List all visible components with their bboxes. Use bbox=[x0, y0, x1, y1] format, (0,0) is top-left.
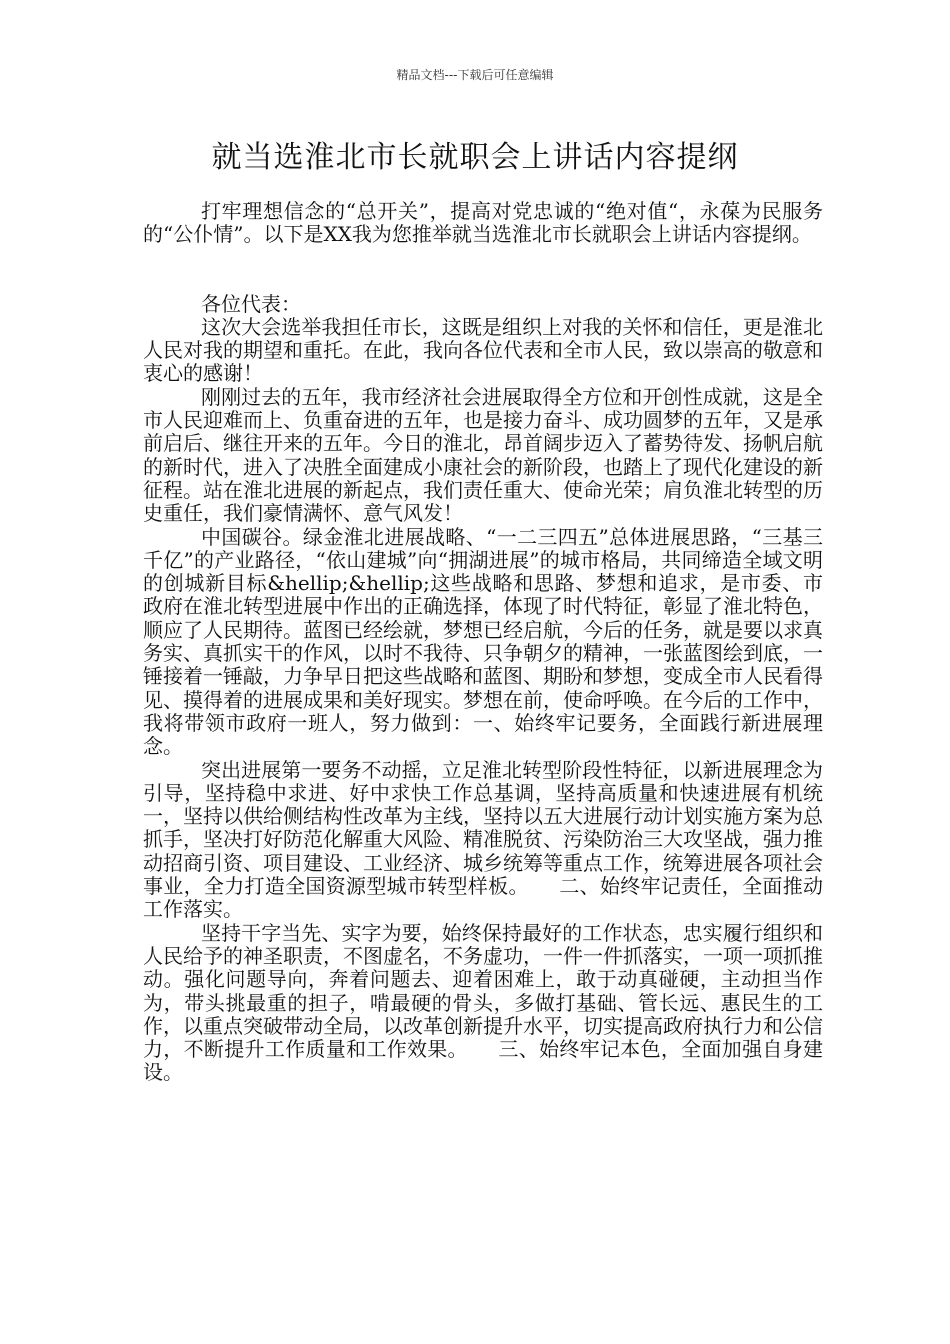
salutation: 各位代表： bbox=[201, 291, 301, 316]
body-paragraph: 中国碳谷。绿金淮北进展战略、“一二三四五”总体进展思路，“三基三千亿”的产业路径，“依山建城”向“拥湖进展”的城市格局，共同缔造全域文明的创城新目标&hellip;&hellip;这些战略和思路、梦想和追求，是市委、市政府在淮北转型进展中作出的正确选择，体现了时代特征，彰显了淮北特色，顺应了人民期待。蓝图已经绘就，梦想已经启航，今后的任务，就是要以求真务实、真抓实干的作风，以时不我待、只争朝夕的精神，一张蓝图绘到底，一锤接着一锤敲，力争早日把这些战略和蓝图、期盼和梦想，变成全市人民看得见、摸得着的进展成果和美好现实。梦想在前，使命呼唤。在今后的工作中，我将带领市政府一班人，努力做到：一、始终牢记要务，全面践行新进展理念。 bbox=[143, 524, 823, 759]
document-body bbox=[143, 200, 823, 1085]
header-note: 精品文档---下载后可任意编辑 bbox=[396, 68, 554, 82]
paragraph-spacer bbox=[143, 247, 823, 293]
intro-paragraph: 打牢理想信念的“总开关”，提高对党忠诚的“绝对值“，永葆为民服务的“公仆情”。以下是XX我为您推举就当选淮北市长就职会上讲话内容提纲。 bbox=[143, 199, 823, 247]
body-paragraph: 突出进展第一要务不动摇，立足淮北转型阶段性特征，以新进展理念为引导，坚持稳中求进、好中求快工作总基调，坚持高质量和快速进展有机统一，坚持以供给侧结构性改革为主线，坚持以五大进展行动计划实施方案为总抓手，坚决打好防范化解重大风险、精准脱贫、污染防治三大攻坚战，强力推动招商引资、项目建设、工业经济、城乡统筹等重点工作，统筹进展各项社会事业，全力打造全国资源型城市转型样板。 二、始终牢记责任，全面推动工作落实。 bbox=[143, 757, 823, 922]
body-paragraph: 刚刚过去的五年，我市经济社会进展取得全方位和开创性成就，这是全市人民迎难而上、负重奋进的五年，也是接力奋斗、成功圆梦的五年，又是承前启后、继往开来的五年。今日的淮北，昂首阔步迈入了蓄势待发、扬帆启航的新时代，进入了决胜全面建成小康社会的新阶段，也踏上了现代化建设的新征程。站在淮北进展的新起点，我们责任重大、使命光荣；肩负淮北转型的历史重任，我们豪情满怀、意气风发！ bbox=[143, 384, 823, 526]
document-title: 就当选淮北市长就职会上讲话内容提纲 bbox=[211, 140, 739, 175]
body-paragraph: 坚持干字当先、实字为要，始终保持最好的工作状态，忠实履行组织和人民给予的神圣职责，不图虚名，不务虚功，一件一件抓落实，一项一项抓推动。强化问题导向，奔着问题去、迎着困难上，敢于动真碰硬，主动担当作为，带头挑最重的担子，啃最硬的骨头，多做打基础、管长远、惠民生的工作，以重点突破带动全局，以改革创新提升水平，切实提高政府执行力和公信力，不断提升工作质量和工作效果。 三、始终牢记本色，全面加强自身建设。 bbox=[143, 920, 823, 1085]
body-paragraph: 这次大会选举我担任市长，这既是组织上对我的关怀和信任，更是淮北人民对我的期望和重托。在此，我向各位代表和全市人民，致以崇高的敬意和衷心的感谢！ bbox=[143, 314, 823, 386]
